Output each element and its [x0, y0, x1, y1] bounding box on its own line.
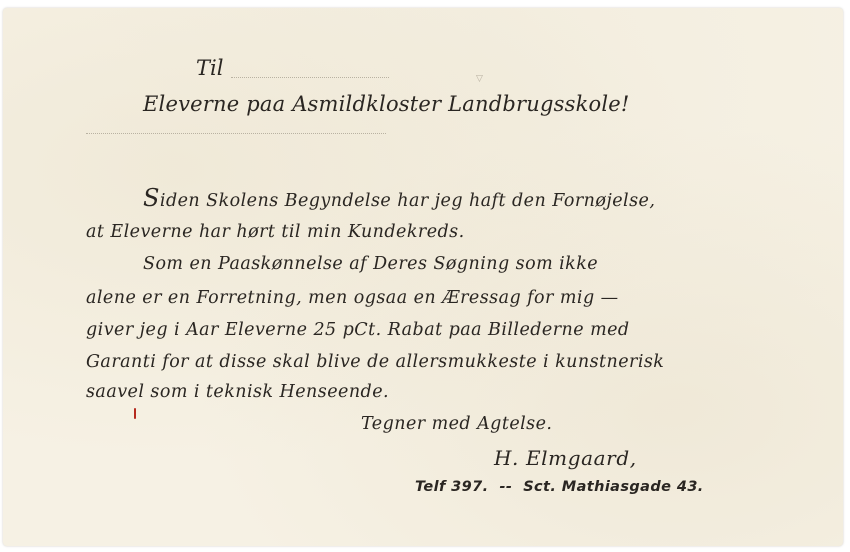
body-initial-letter: S	[143, 184, 160, 212]
signature: H. Elmgaard,	[494, 446, 637, 470]
street-address: Sct. Mathiasgade 43.	[523, 479, 704, 495]
postcard	[3, 8, 843, 546]
address-to-label: Til	[196, 56, 224, 80]
body-line-5: giver jeg i Aar Eleverne 25 pCt. Rabat paa Billederne med	[86, 320, 630, 340]
address-recipient: Eleverne paa Asmildkloster Landbrugsskole!	[143, 92, 630, 116]
body-line-3: Som en Paaskønnelse af Deres Søgning som ikke	[143, 254, 599, 274]
body-line-7: saavel som i teknisk Henseende.	[86, 382, 390, 402]
contact-line	[415, 480, 704, 495]
body-line-6: Garanti for at disse skal blive de allersmukkeste i kunstnerisk	[86, 352, 665, 372]
red-ink-mark	[134, 408, 136, 419]
body-line-4: alene er en Forretning, men ogsaa en Æressag for mig —	[86, 288, 619, 308]
body-line-1-text: iden Skolens Begyndelse har jeg haft den Fornøjelse,	[159, 191, 656, 211]
closing-salutation: Tegner med Agtelse.	[361, 414, 553, 434]
contact-separator: --	[499, 479, 513, 495]
triangle-mark-icon: ▽	[476, 74, 483, 84]
address-dotted-line	[86, 133, 386, 134]
address-dotted-line	[231, 77, 389, 78]
phone-number: Telf 397.	[415, 479, 489, 495]
body-line-2: at Eleverne har hørt til min Kundekreds.	[86, 222, 465, 242]
body-line-1	[143, 186, 655, 211]
